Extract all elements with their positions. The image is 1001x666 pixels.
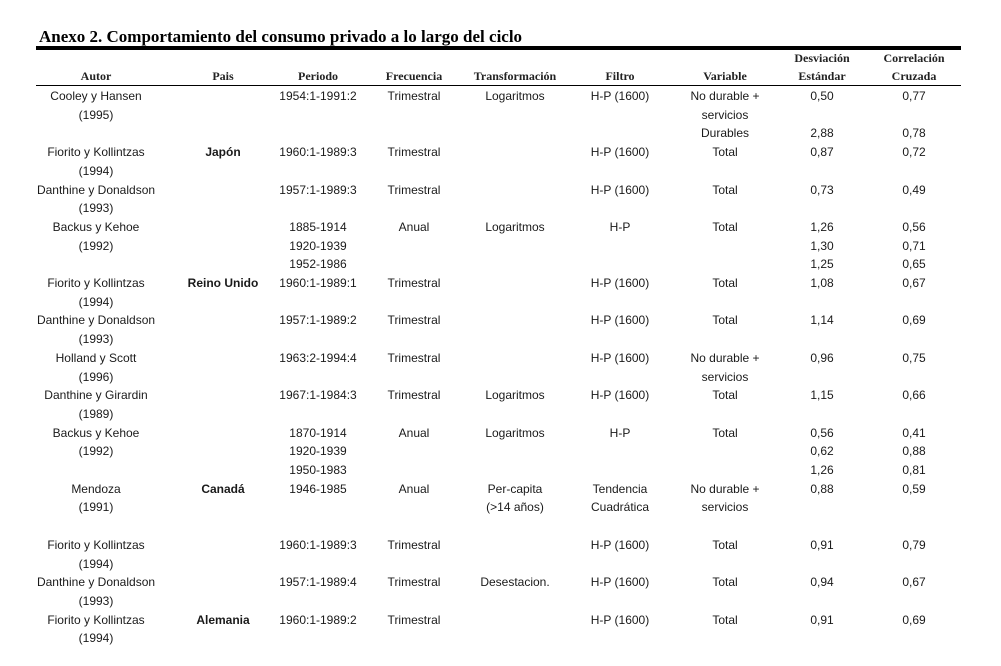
- cell-filtro: Cuadrática: [590, 500, 650, 515]
- cell-desviacion: 1,15: [810, 388, 834, 403]
- cell-variable: No durable +: [690, 350, 760, 365]
- cell-variable: Total: [712, 219, 738, 234]
- cell-desviacion: 1,08: [810, 276, 834, 290]
- header-periodo: Periodo: [298, 69, 338, 83]
- cell-periodo: 1960:1-1989:2: [279, 612, 357, 627]
- header-desviacion-line1: Desviación: [794, 51, 850, 65]
- cell-autor: Holland y Scott: [55, 350, 137, 365]
- cell-autor: Fiorito y Kollintzas: [47, 276, 145, 290]
- cell-autor-year: (1993): [78, 593, 114, 608]
- cell-frecuencia: Anual: [398, 219, 430, 234]
- cell-periodo: 1960:1-1989:3: [279, 145, 357, 160]
- cell-desviacion: 2,88: [810, 126, 834, 141]
- cell-autor-year: (1993): [78, 201, 114, 216]
- cell-desviacion: 0,91: [810, 612, 834, 627]
- cell-autor: Cooley y Hansen: [50, 89, 142, 103]
- cell-correlacion: 0,81: [902, 463, 926, 477]
- cell-variable: No durable +: [690, 89, 760, 103]
- cell-variable: servicios: [701, 369, 749, 384]
- cell-correlacion: 0,69: [902, 612, 926, 627]
- cell-periodo: 1885-1914: [289, 219, 347, 234]
- cell-frecuencia: Trimestral: [387, 350, 441, 365]
- cell-autor: Fiorito y Kollintzas: [47, 537, 145, 552]
- header-autor: Autor: [80, 69, 112, 83]
- cell-periodo: 1960:1-1989:3: [279, 537, 357, 552]
- cell-periodo: 1946-1985: [289, 481, 347, 496]
- cell-filtro: H-P (1600): [590, 145, 650, 160]
- header-transformacion: Transformación: [473, 69, 557, 83]
- cell-correlacion: 0,65: [902, 257, 926, 272]
- cell-variable: Durables: [700, 126, 750, 141]
- table-title: Anexo 2. Comportamiento del consumo privado a lo largo del ciclo: [39, 27, 523, 46]
- cell-variable: Total: [712, 425, 738, 440]
- cell-autor-year: (1995): [78, 107, 114, 122]
- cell-transformacion: Logaritmos: [485, 219, 545, 234]
- cell-autor-year: (1994): [78, 163, 114, 178]
- cell-variable: Total: [712, 182, 738, 197]
- cell-variable: Total: [712, 276, 738, 290]
- cell-filtro: H-P (1600): [590, 612, 650, 627]
- cell-filtro: H-P (1600): [590, 350, 650, 365]
- cell-frecuencia: Trimestral: [387, 89, 441, 103]
- cell-desviacion: 0,50: [810, 89, 834, 103]
- cell-autor-year: (1991): [78, 500, 114, 515]
- header-desviacion-line2: Estándar: [798, 69, 846, 83]
- cell-periodo: 1920-1939: [289, 238, 347, 253]
- cell-correlacion: 0,72: [902, 145, 926, 160]
- cell-autor: Mendoza: [71, 481, 121, 496]
- cell-autor: Fiorito y Kollintzas: [47, 145, 145, 160]
- cell-periodo: 1870-1914: [289, 425, 347, 440]
- cell-frecuencia: Trimestral: [387, 575, 441, 590]
- cell-frecuencia: Trimestral: [387, 388, 441, 403]
- cell-variable: No durable +: [690, 481, 760, 496]
- cell-variable: Total: [712, 388, 738, 403]
- cell-correlacion: 0,41: [902, 425, 926, 440]
- cell-desviacion: 0,73: [810, 182, 834, 197]
- cell-desviacion: 0,94: [810, 575, 834, 590]
- cell-variable: Total: [712, 612, 738, 627]
- cell-correlacion: 0,67: [902, 276, 926, 290]
- cell-frecuencia: Trimestral: [387, 145, 441, 160]
- cell-autor-year: (1994): [78, 294, 114, 309]
- cell-autor-year: (1994): [78, 631, 114, 646]
- cell-autor-year: (1994): [78, 556, 114, 571]
- header-correlacion-line2: Cruzada: [891, 69, 937, 83]
- cell-variable: Total: [712, 575, 738, 590]
- cell-transformacion: Per-capita: [487, 481, 543, 496]
- cell-frecuencia: Anual: [398, 425, 430, 440]
- cell-transformacion: Logaritmos: [485, 89, 545, 103]
- cell-autor-year: (1992): [78, 444, 114, 459]
- cell-frecuencia: Trimestral: [387, 182, 441, 197]
- cell-correlacion: 0,69: [902, 313, 926, 328]
- cell-desviacion: 1,26: [810, 219, 834, 234]
- cell-autor: Danthine y Donaldson: [36, 575, 156, 590]
- cell-filtro: H-P (1600): [590, 276, 650, 290]
- cell-periodo: 1954:1-1991:2: [279, 89, 357, 103]
- header-frecuencia: Frecuencia: [385, 69, 443, 83]
- cell-periodo: 1957:1-1989:2: [279, 313, 357, 328]
- cell-variable: servicios: [701, 107, 749, 122]
- cell-correlacion: 0,66: [902, 388, 926, 403]
- cell-periodo: 1960:1-1989:1: [279, 276, 357, 290]
- cell-correlacion: 0,59: [902, 481, 926, 496]
- cell-desviacion: 0,56: [810, 425, 834, 440]
- cell-frecuencia: Trimestral: [387, 313, 441, 328]
- cell-pais: Reino Unido: [187, 276, 259, 290]
- cell-autor-year: (1993): [78, 332, 114, 347]
- cell-frecuencia: Trimestral: [387, 612, 441, 627]
- cell-correlacion: 0,75: [902, 350, 926, 365]
- cell-autor: Danthine y Donaldson: [36, 182, 156, 197]
- header-filtro: Filtro: [605, 69, 635, 83]
- cell-periodo: 1952-1986: [289, 257, 347, 272]
- cell-autor-year: (1989): [78, 406, 114, 421]
- header-pais: Pais: [212, 69, 234, 83]
- cell-correlacion: 0,88: [902, 444, 926, 459]
- cell-filtro: H-P (1600): [590, 182, 650, 197]
- cell-periodo: 1963:2-1994:4: [279, 350, 357, 365]
- cell-periodo: 1957:1-1989:4: [279, 575, 357, 590]
- cell-correlacion: 0,71: [902, 238, 926, 253]
- cell-transformacion: (>14 años): [486, 500, 544, 515]
- cell-desviacion: 0,91: [810, 537, 834, 552]
- cell-desviacion: 1,25: [810, 257, 834, 272]
- cell-desviacion: 1,26: [810, 463, 834, 477]
- header-variable: Variable: [703, 69, 747, 83]
- cell-variable: Total: [712, 313, 738, 328]
- cell-desviacion: 0,62: [810, 444, 834, 459]
- cell-frecuencia: Trimestral: [387, 537, 441, 552]
- cell-filtro: H-P (1600): [590, 89, 650, 103]
- cell-autor: Danthine y Donaldson: [36, 313, 156, 328]
- cell-autor: Danthine y Girardin: [44, 388, 148, 403]
- cell-filtro: H-P (1600): [590, 388, 650, 403]
- cell-desviacion: 1,30: [810, 238, 834, 253]
- cell-filtro: Tendencia: [592, 481, 648, 496]
- cell-filtro: H-P (1600): [590, 575, 650, 590]
- cell-variable: Total: [712, 145, 738, 160]
- cell-transformacion: Logaritmos: [485, 388, 545, 403]
- cell-correlacion: 0,49: [902, 182, 926, 197]
- cell-correlacion: 0,79: [902, 537, 926, 552]
- cell-correlacion: 0,78: [902, 126, 926, 141]
- cell-transformacion: Logaritmos: [485, 425, 545, 440]
- cell-pais: Alemania: [196, 612, 250, 627]
- cell-periodo: 1950-1983: [289, 463, 347, 477]
- cell-correlacion: 0,56: [902, 219, 926, 234]
- cell-correlacion: 0,77: [902, 89, 926, 103]
- cell-autor: Backus y Kehoe: [52, 219, 140, 234]
- cell-periodo: 1920-1939: [289, 444, 347, 459]
- cell-pais: Japón: [205, 145, 241, 160]
- cell-filtro: H-P: [609, 219, 631, 234]
- cell-periodo: 1957:1-1989:3: [279, 182, 357, 197]
- cell-desviacion: 1,14: [810, 313, 834, 328]
- cell-transformacion: Desestacion.: [480, 575, 550, 590]
- cell-autor-year: (1996): [78, 369, 114, 384]
- cell-desviacion: 0,96: [810, 350, 834, 365]
- cell-periodo: 1967:1-1984:3: [279, 388, 357, 403]
- cell-frecuencia: Trimestral: [387, 276, 441, 290]
- cell-filtro: H-P (1600): [590, 313, 650, 328]
- cell-autor: Backus y Kehoe: [52, 425, 140, 440]
- cell-variable: servicios: [701, 500, 749, 515]
- cell-desviacion: 0,87: [810, 145, 834, 160]
- cell-desviacion: 0,88: [810, 481, 834, 496]
- cell-frecuencia: Anual: [398, 481, 430, 496]
- header-correlacion-line1: Correlación: [883, 51, 945, 65]
- cell-filtro: H-P (1600): [590, 537, 650, 552]
- cell-pais: Canadá: [201, 481, 245, 496]
- cell-autor: Fiorito y Kollintzas: [47, 612, 145, 627]
- cell-variable: Total: [712, 537, 738, 552]
- cell-filtro: H-P: [609, 425, 631, 440]
- header-rule: [36, 85, 961, 86]
- cell-correlacion: 0,67: [902, 575, 926, 590]
- cell-autor-year: (1992): [78, 238, 114, 253]
